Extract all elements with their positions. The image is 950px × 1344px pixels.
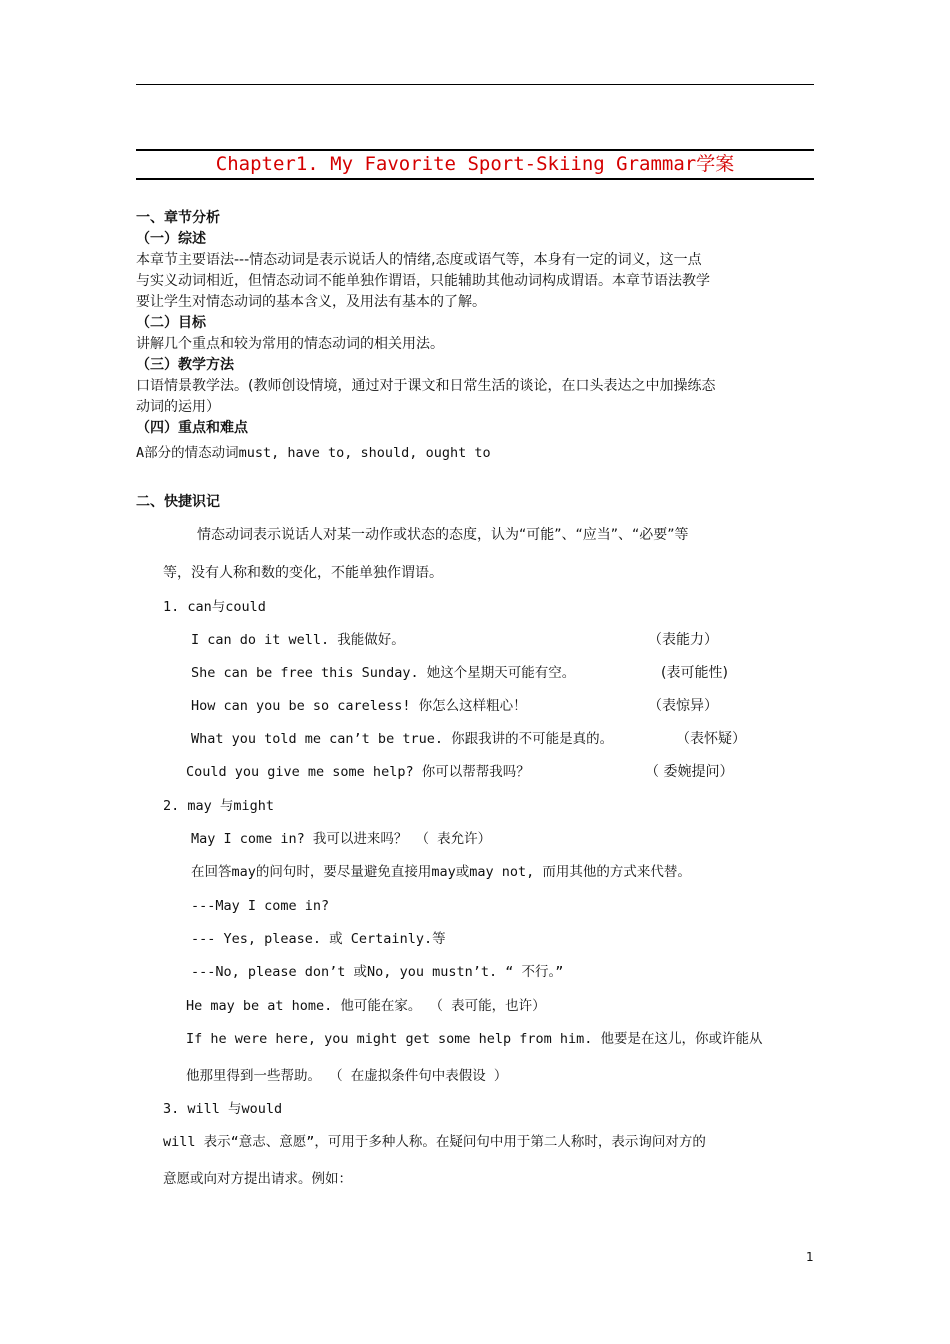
example-text: I can do it well. 我能做好。	[191, 632, 405, 648]
sub1-line-3: 要让学生对情态动词的基本含义，及用法有基本的了解。	[136, 294, 486, 310]
example-text: She can be free this Sunday. 她这个星期天可能有空。	[191, 665, 576, 681]
item2-line-2: 在回答may的问句时，要尽量避免直接用may或may not, 而用其他的方式来代替。	[191, 864, 691, 880]
header-rule	[136, 84, 814, 85]
example-note: （表怀疑）	[676, 731, 746, 747]
sub2-line: 讲解几个重点和较为常用的情态动词的相关用法。	[136, 336, 444, 352]
example-note: （ 委婉提问）	[645, 764, 734, 780]
intro-line-1: 情态动词表示说话人对某一动作或状态的态度，认为“可能”、“应当”、“必要”等	[197, 527, 689, 543]
item3-line-2: 意愿或向对方提出请求。例如：	[163, 1171, 352, 1187]
sub3-heading: （三）教学方法	[136, 357, 234, 373]
sub3-line-2: 动词的运用）	[136, 399, 220, 415]
sub1-heading: （一）综述	[136, 231, 206, 247]
example-text: What you told me can’t be true. 你跟我讲的不可能是真的。	[191, 731, 614, 747]
sub4-heading: （四）重点和难点	[136, 420, 248, 436]
item3-line-1: will 表示“意志、意愿”，可用于多种人称。在疑问句中用于第二人称时，表示询问对方的	[163, 1134, 706, 1150]
section2-heading: 二、快捷识记	[136, 494, 220, 510]
item1-title: 1. can与could	[163, 599, 266, 615]
sub1-line-1: 本章节主要语法---情态动词是表示说话人的情绪,态度或语气等，本身有一定的词义，这一点	[136, 252, 702, 268]
item2-line-8: 他那里得到一些帮助。 （ 在虚拟条件句中表假设 ）	[186, 1068, 508, 1084]
sub1-line-2: 与实义动词相近，但情态动词不能单独作谓语，只能辅助其他动词构成谓语。本章节语法教学	[136, 273, 710, 289]
item2-line-6: He may be at home. 他可能在家。 （ 表可能，也许）	[186, 998, 546, 1014]
section1-heading: 一、章节分析	[136, 210, 220, 226]
item2-line-5: ---No, please don’t 或No, you mustn’t. “ 不行。”	[191, 964, 564, 980]
sub2-heading: （二）目标	[136, 315, 206, 331]
document-title: Chapter1. My Favorite Sport-Skiing Grammar学案	[215, 153, 735, 175]
sub3-line-1: 口语情景教学法。(教师创设情境，通过对于课文和日常生活的谈论，在口头表达之中加操练态	[136, 378, 716, 394]
example-note: （表能力）	[648, 632, 718, 648]
example-text: Could you give me some help? 你可以帮帮我吗？	[186, 764, 530, 780]
item2-title: 2. may 与might	[163, 798, 275, 814]
item2-line-1: May I come in? 我可以进来吗？ （ 表允许）	[191, 831, 492, 847]
item2-line-3: ---May I come in?	[191, 898, 330, 914]
item2-line-7: If he were here, you might get some help from him. 他要是在这儿，你或许能从	[186, 1031, 763, 1047]
sub4-line: A部分的情态动词must, have to, should, ought to	[136, 445, 491, 461]
example-note: （表惊异）	[648, 698, 718, 714]
item3-title: 3. will 与would	[163, 1101, 283, 1117]
example-note: (表可能性)	[661, 665, 728, 681]
example-text: How can you be so careless! 你怎么这样粗心！	[191, 698, 527, 714]
page-number: 1	[806, 1250, 814, 1264]
title-box	[136, 149, 814, 180]
intro-line-2: 等，没有人称和数的变化，不能单独作谓语。	[163, 565, 443, 581]
item2-line-4: --- Yes, please. 或 Certainly.等	[191, 931, 446, 947]
